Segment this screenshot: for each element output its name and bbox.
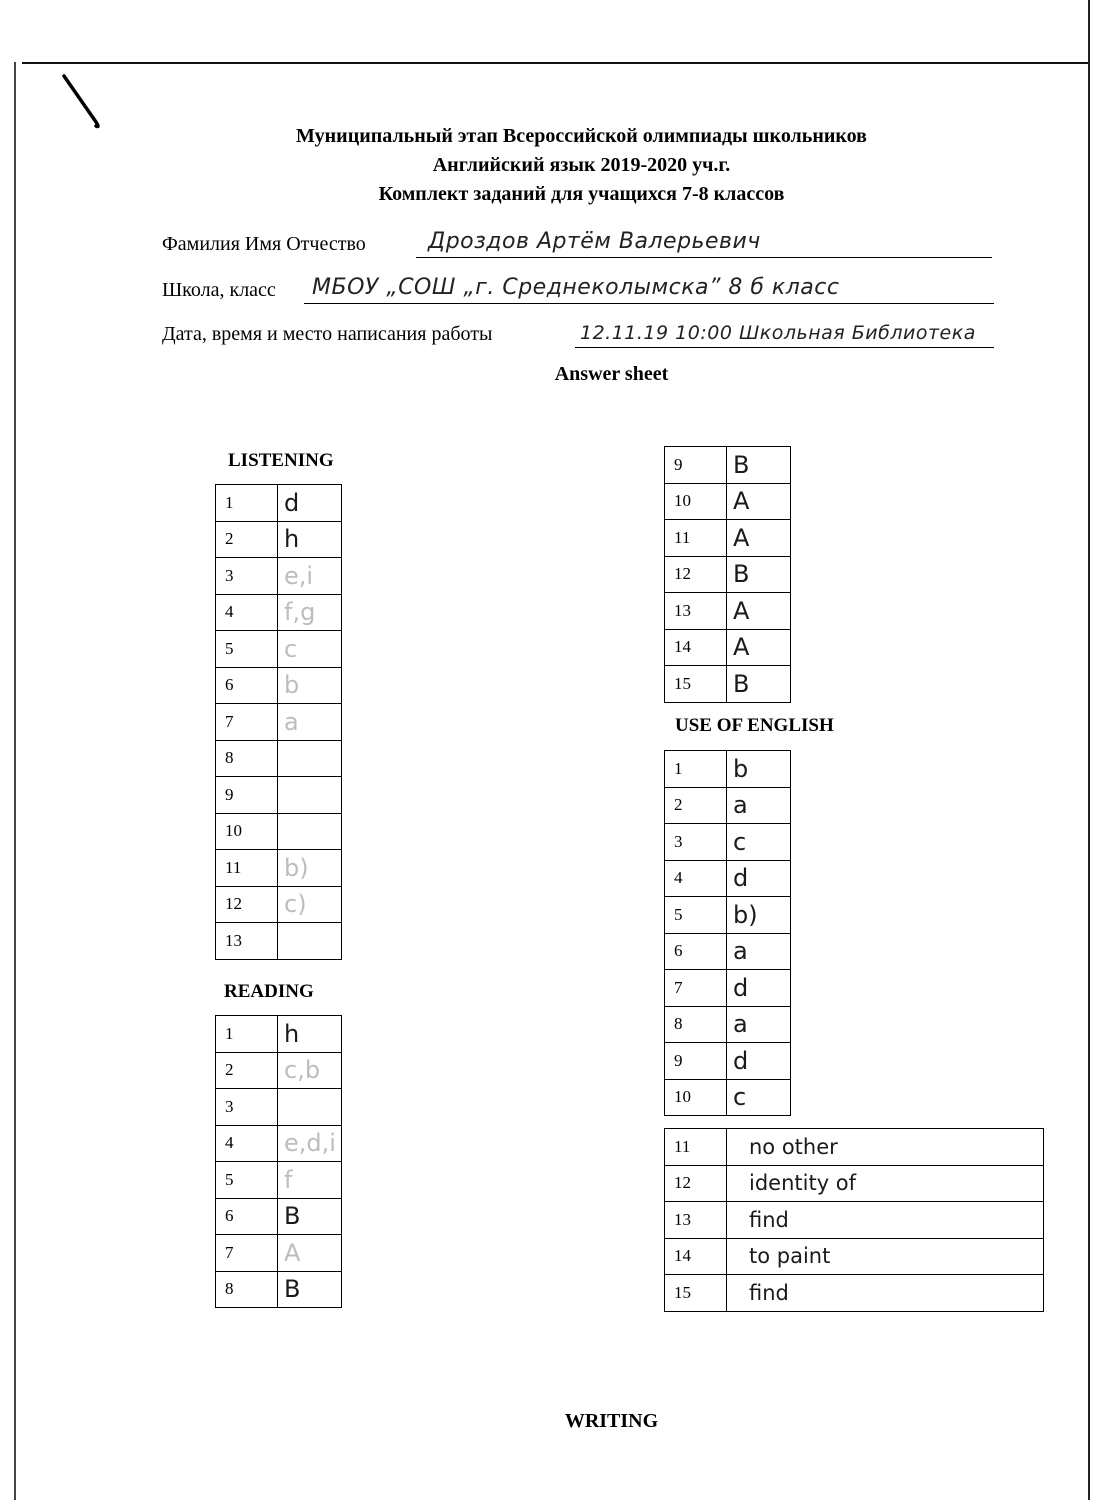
answer-row [665,860,791,897]
answer-cell: no other [727,1129,1044,1166]
reading-table-part1 [215,1015,342,1308]
question-number: 3 [216,1089,278,1126]
answer-row [216,704,342,741]
question-number: 5 [665,897,727,934]
answer-cell: B [727,666,791,703]
answer-cell: a [278,704,342,741]
question-number: 7 [665,970,727,1007]
question-number: 13 [216,923,278,960]
question-number: 9 [665,447,727,484]
answer-row [665,556,791,593]
answer-cell: B [727,556,791,593]
answer-cell [278,777,342,814]
answer-row [665,1079,791,1116]
answer-row [216,594,342,631]
answer-cell: b) [727,897,791,934]
school-field [162,274,994,304]
question-number: 9 [665,1043,727,1080]
answer-row [665,666,791,703]
answer-row [216,777,342,814]
answer-row [216,485,342,522]
question-number: 6 [665,933,727,970]
question-number: 10 [665,483,727,520]
question-number: 12 [665,1165,727,1202]
answer-row [665,751,791,788]
question-number: 14 [665,629,727,666]
use-of-english-title: USE OF ENGLISH [675,715,834,736]
reading-table-part2 [664,446,791,703]
listening-title: LISTENING [228,450,334,471]
question-number: 7 [216,704,278,741]
answer-row [665,1129,1044,1166]
answer-cell: e,i [278,558,342,595]
question-number: 13 [665,1202,727,1239]
question-number: 13 [665,593,727,630]
writing-title: WRITING [564,1410,659,1432]
question-number: 10 [665,1079,727,1116]
use-of-english-wide-table [664,1128,1044,1312]
answer-cell: b [727,751,791,788]
answer-row [216,1125,342,1162]
answer-cell: a [727,933,791,970]
answer-cell: f,g [278,594,342,631]
answer-cell: f [278,1162,342,1199]
answer-cell [278,813,342,850]
use-of-english-table [664,750,791,1116]
name-field [162,228,992,258]
name-label: Фамилия Имя Отчество [162,233,366,255]
answer-cell: B [727,447,791,484]
answer-cell: b) [278,850,342,887]
question-number: 12 [665,556,727,593]
answer-cell: c,b [278,1052,342,1089]
answer-row [216,1235,342,1272]
answer-row [665,629,791,666]
question-number: 3 [216,558,278,595]
question-number: 8 [216,740,278,777]
reading-title: READING [224,981,314,1002]
answer-cell [278,1089,342,1126]
answer-cell [278,923,342,960]
question-number: 1 [665,751,727,788]
question-number: 5 [216,1162,278,1199]
answer-sheet-title: Answer sheet [554,363,669,385]
answer-cell: d [727,860,791,897]
answer-cell: e,d,i [278,1125,342,1162]
answer-cell: c [278,631,342,668]
question-number: 4 [665,860,727,897]
question-number: 8 [665,1006,727,1043]
answer-row [665,1202,1044,1239]
question-number: 2 [216,1052,278,1089]
answer-row [216,923,342,960]
answer-cell: A [727,520,791,557]
answer-cell: A [278,1235,342,1272]
question-number: 9 [216,777,278,814]
date-field [162,318,994,348]
answer-cell: d [727,970,791,1007]
answer-row [216,850,342,887]
date-label: Дата, время и место написания работы [162,323,493,345]
answer-cell: a [727,787,791,824]
question-number: 6 [216,667,278,704]
answer-cell: d [727,1043,791,1080]
answer-cell: h [278,521,342,558]
answer-row [216,740,342,777]
answer-cell: identity of [727,1165,1044,1202]
answer-row [665,593,791,630]
answer-cell: to paint [727,1238,1044,1275]
question-number: 3 [665,824,727,861]
answer-row [216,631,342,668]
question-number: 2 [216,521,278,558]
answer-row [665,1275,1044,1312]
question-number: 10 [216,813,278,850]
answer-row [216,1016,342,1053]
answer-row [216,521,342,558]
answer-cell: c [727,1079,791,1116]
school-label: Школа, класс [162,279,276,301]
answer-cell: B [278,1198,342,1235]
question-number: 14 [665,1238,727,1275]
question-number: 11 [216,850,278,887]
answer-cell: A [727,629,791,666]
name-value: Дроздов Артём Валерьевич [428,229,761,254]
document-header [0,122,1093,209]
question-number: 8 [216,1271,278,1308]
answer-cell: h [278,1016,342,1053]
answer-row [216,813,342,850]
question-number: 4 [216,1125,278,1162]
answer-row [665,933,791,970]
date-value: 12.11.19 10:00 Школьная Библиотека [580,322,976,344]
answer-row [216,1271,342,1308]
answer-row [216,1162,342,1199]
question-number: 4 [216,594,278,631]
answer-row [665,1238,1044,1275]
header-line-2: Английский язык 2019-2020 уч.г. [432,154,731,176]
answer-cell: d [278,485,342,522]
answer-cell [278,740,342,777]
school-value: МБОУ „СОШ „г. Среднеколымска” 8 б класс [312,275,840,300]
scan-border-top [22,62,1090,64]
answer-row [665,1165,1044,1202]
answer-cell: b [278,667,342,704]
answer-row [665,787,791,824]
answer-row [216,886,342,923]
answer-row [665,824,791,861]
answer-row [216,1198,342,1235]
answer-cell: c [727,824,791,861]
answer-row [665,1043,791,1080]
header-line-3: Комплект заданий для учащихся 7-8 классов [378,183,785,205]
answer-row [216,667,342,704]
scan-border-left [14,62,16,1500]
answer-cell: find [727,1275,1044,1312]
answer-cell: find [727,1202,1044,1239]
answer-cell: A [727,483,791,520]
answer-cell: A [727,593,791,630]
scan-border-right [1088,0,1090,1500]
listening-table [215,484,342,960]
answer-cell: c) [278,886,342,923]
question-number: 1 [216,1016,278,1053]
question-number: 15 [665,1275,727,1312]
question-number: 11 [665,520,727,557]
question-number: 15 [665,666,727,703]
question-number: 5 [216,631,278,668]
answer-row [216,558,342,595]
question-number: 7 [216,1235,278,1272]
answer-row [665,520,791,557]
header-line-1: Муниципальный этап Всероссийской олимпиады школьников [296,125,867,147]
answer-row [665,483,791,520]
answer-row [216,1052,342,1089]
question-number: 12 [216,886,278,923]
answer-row [665,447,791,484]
question-number: 6 [216,1198,278,1235]
question-number: 11 [665,1129,727,1166]
answer-cell: B [278,1271,342,1308]
answer-row [665,1006,791,1043]
question-number: 2 [665,787,727,824]
answer-row [216,1089,342,1126]
answer-cell: a [727,1006,791,1043]
answer-row [665,970,791,1007]
question-number: 1 [216,485,278,522]
answer-row [665,897,791,934]
